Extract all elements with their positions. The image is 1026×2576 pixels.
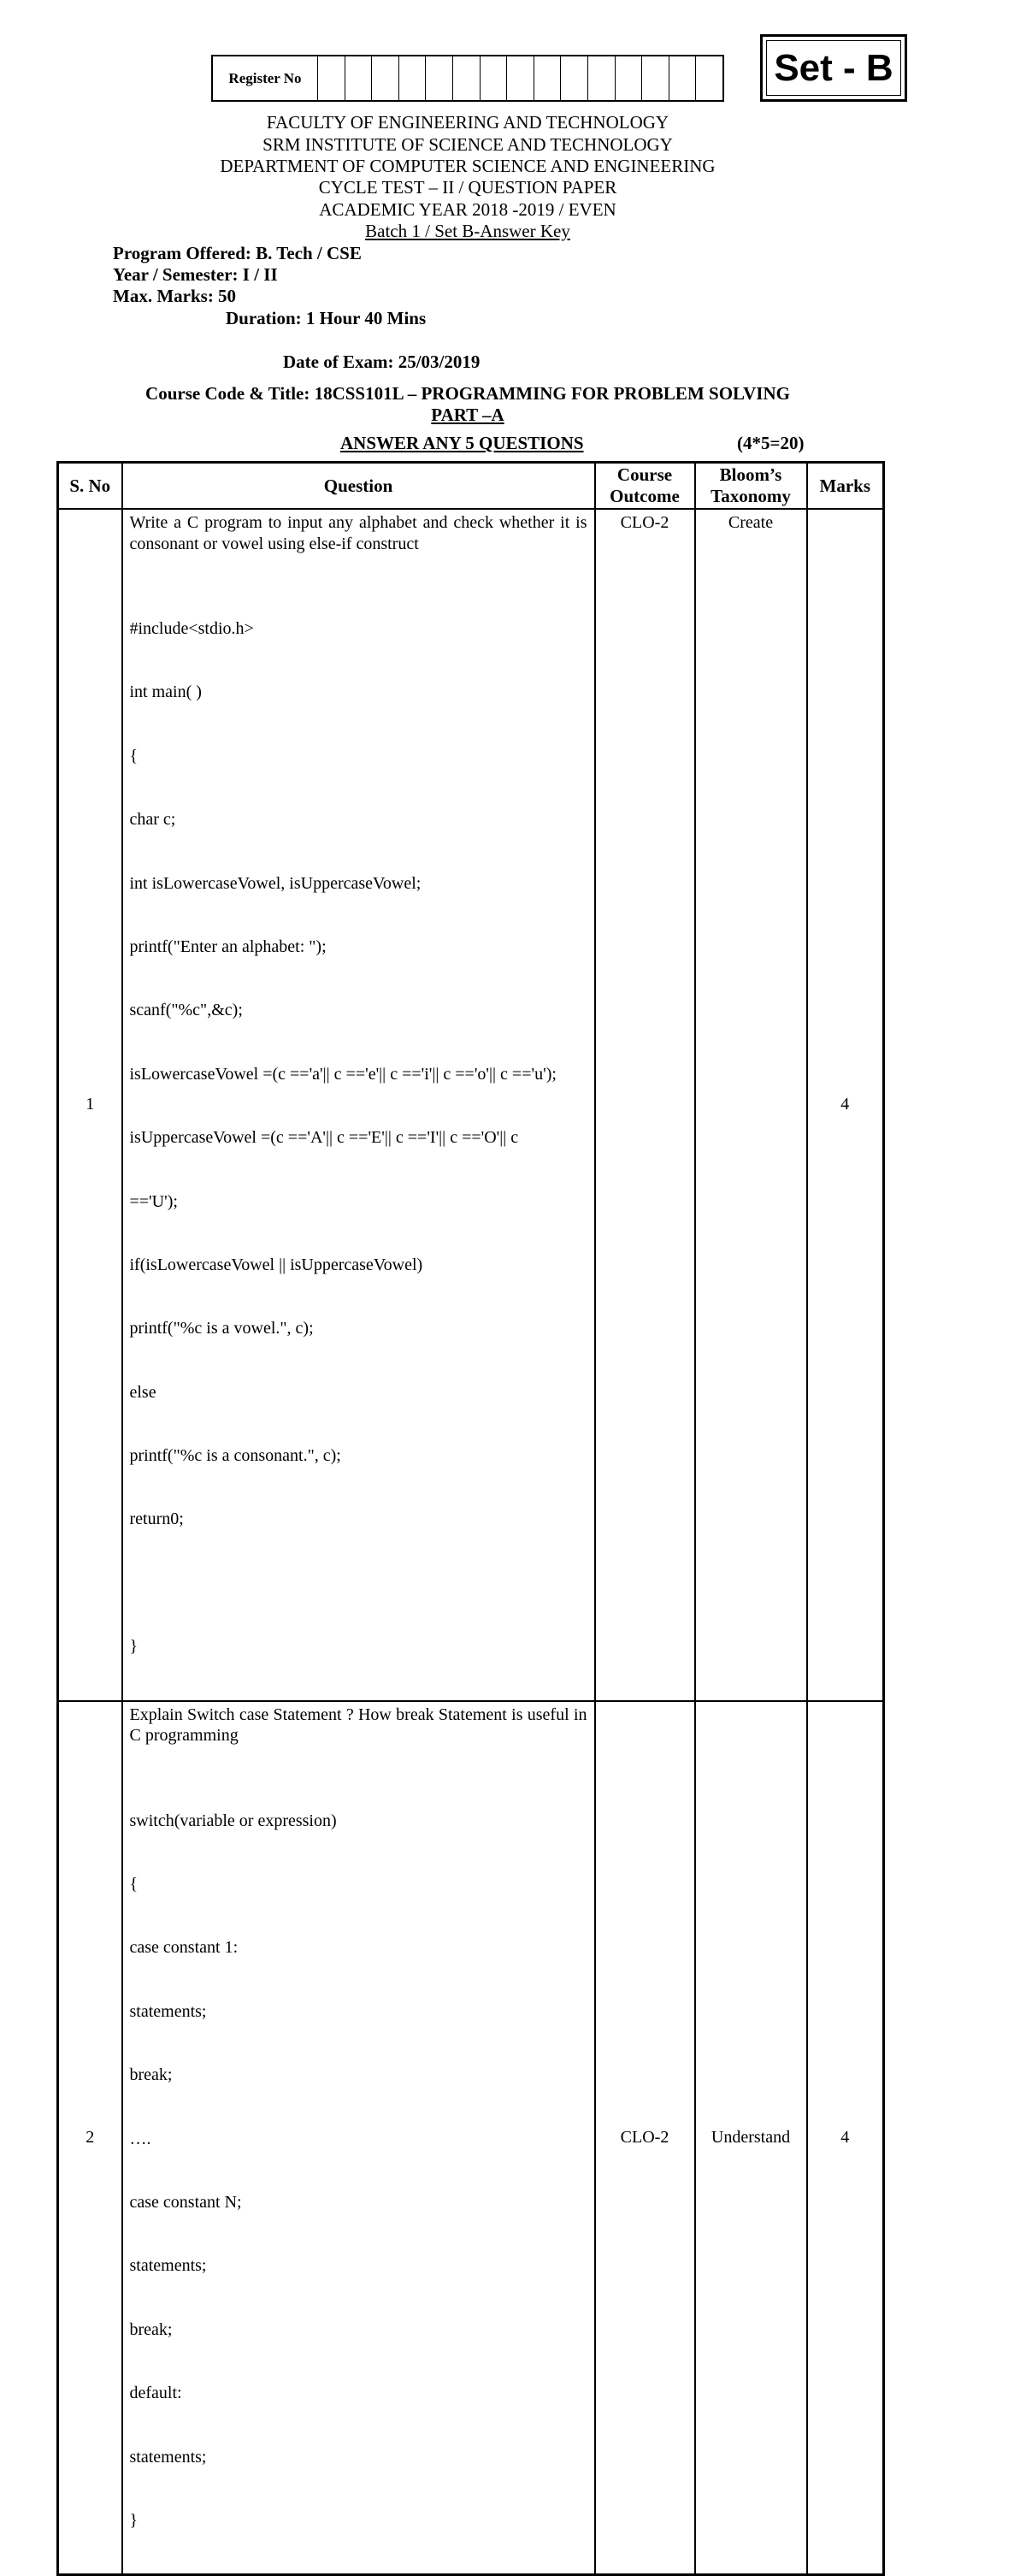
answer-code	[130, 1768, 587, 2573]
code-line: else	[129, 1382, 156, 1402]
duration: Duration: 1 Hour 40 Mins	[226, 308, 427, 328]
row-course-outcome: CLO-2	[595, 1701, 695, 2575]
code-line: break;	[129, 2319, 173, 2339]
max-marks: Max. Marks: 50	[113, 286, 237, 306]
header-course-outcome-line2: Outcome	[610, 486, 680, 506]
register-digit-box	[588, 56, 616, 100]
code-line: statements;	[129, 2256, 207, 2276]
row-sno: 1	[58, 509, 122, 1701]
code-line: {	[129, 1875, 139, 1894]
row-blooms-taxonomy: Create	[695, 509, 807, 1701]
code-line: }	[129, 2510, 139, 2530]
part-heading	[0, 405, 935, 426]
register-digit-box	[345, 56, 373, 100]
test-heading: CYCLE TEST – II / QUESTION PAPER	[318, 177, 617, 198]
code-line: printf("%c is a consonant.", c);	[129, 1446, 341, 1466]
department-heading: DEPARTMENT OF COMPUTER SCIENCE AND ENGINEERING	[220, 156, 716, 176]
register-digit-box	[481, 56, 508, 100]
code-line: statements;	[129, 2001, 207, 2021]
code-line: scanf("%c",&c);	[129, 1001, 243, 1020]
register-digit-box	[696, 56, 722, 100]
code-line: #include<stdio.h>	[129, 618, 254, 638]
row-marks: 4	[807, 1701, 884, 2575]
row-marks: 4	[807, 509, 884, 1701]
register-digit-box	[669, 56, 697, 100]
register-digit-box	[399, 56, 427, 100]
code-line: case constant N;	[129, 2192, 242, 2212]
code-line: if(isLowercaseVowel || isUppercaseVowel)	[129, 1255, 423, 1274]
question-text: Write a C program to input any alphabet and check whether it is consonant or vowel using else-if construct	[129, 513, 587, 553]
register-digit-box	[507, 56, 534, 100]
answer-code	[130, 576, 587, 1699]
code-line: int main( )	[129, 682, 202, 702]
code-line: switch(variable or expression)	[129, 1811, 337, 1830]
marks-formula: (4*5=20)	[737, 433, 805, 453]
header-sno: S. No	[58, 463, 122, 510]
header-blooms-line1: Bloom’s	[719, 464, 782, 485]
code-line: default:	[129, 2384, 182, 2403]
exam-date: Date of Exam: 25/03/2019	[283, 352, 481, 372]
row-sno: 2	[58, 1701, 122, 2575]
register-number-label: Register No	[213, 56, 318, 100]
batch-label: Batch 1 / Set B-Answer Key	[365, 221, 570, 241]
row-blooms-taxonomy: Understand	[695, 1701, 807, 2575]
table-header-row	[58, 463, 884, 510]
header-question: Question	[122, 463, 595, 510]
table-row	[58, 1701, 884, 2575]
code-line: printf("Enter an alphabet: ");	[129, 936, 327, 956]
header-marks: Marks	[807, 463, 884, 510]
code-line: int isLowercaseVowel, isUppercaseVowel;	[129, 873, 422, 893]
answer-instruction: ANSWER ANY 5 QUESTIONS	[340, 433, 584, 453]
part-label: PART –A	[431, 405, 504, 425]
program-offered: Program Offered: B. Tech / CSE	[113, 243, 362, 263]
register-digit-box	[372, 56, 399, 100]
row-question	[122, 509, 595, 1701]
faculty-heading: FACULTY OF ENGINEERING AND TECHNOLOGY	[266, 112, 669, 133]
register-digit-box	[318, 56, 345, 100]
code-line: }	[129, 1637, 139, 1657]
set-label: Set - B	[766, 40, 901, 96]
code-line: isUppercaseVowel =(c =='A'|| c =='E'|| c =='I'|| c =='O'|| c	[129, 1128, 519, 1148]
register-digit-box	[616, 56, 643, 100]
table-row	[58, 509, 884, 1701]
code-line: printf("%c is a vowel.", c);	[129, 1319, 314, 1338]
register-digit-box	[453, 56, 481, 100]
code-line: ….	[129, 2129, 151, 2148]
code-line: {	[129, 746, 139, 765]
code-line: char c;	[129, 810, 176, 830]
header-blooms-line2: Taxonomy	[711, 486, 791, 506]
register-digit-box	[642, 56, 669, 100]
code-line: case constant 1:	[129, 1938, 239, 1958]
header-blooms-taxonomy	[695, 463, 807, 510]
course-title: Course Code & Title: 18CSS101L – PROGRAMMING FOR PROBLEM SOLVING	[145, 383, 790, 404]
question-table	[56, 461, 885, 2576]
set-label-box	[760, 34, 907, 102]
code-line: statements;	[129, 2447, 207, 2467]
code-line: break;	[129, 2065, 173, 2085]
register-digit-box	[534, 56, 562, 100]
code-line: return0;	[129, 1510, 184, 1529]
row-question	[122, 1701, 595, 2575]
code-line	[130, 1573, 587, 1594]
header-course-outcome-line1: Course	[616, 464, 673, 485]
register-digit-box	[561, 56, 588, 100]
batch-heading	[0, 221, 935, 242]
row-course-outcome: CLO-2	[595, 509, 695, 1701]
year-semester: Year / Semester: I / II	[113, 264, 278, 285]
register-digit-box	[426, 56, 453, 100]
code-line: isLowercaseVowel =(c =='a'|| c =='e'|| c =='i'|| c =='o'|| c =='u');	[129, 1064, 557, 1084]
register-number-box	[211, 55, 724, 102]
question-text: Explain Switch case Statement ? How break Statement is useful in C programming	[129, 1705, 587, 1746]
header-course-outcome	[595, 463, 695, 510]
institute-heading: SRM INSTITUTE OF SCIENCE AND TECHNOLOGY	[262, 134, 673, 155]
academic-year-heading: ACADEMIC YEAR 2018 -2019 / EVEN	[319, 199, 616, 220]
code-line: =='U');	[129, 1191, 178, 1211]
